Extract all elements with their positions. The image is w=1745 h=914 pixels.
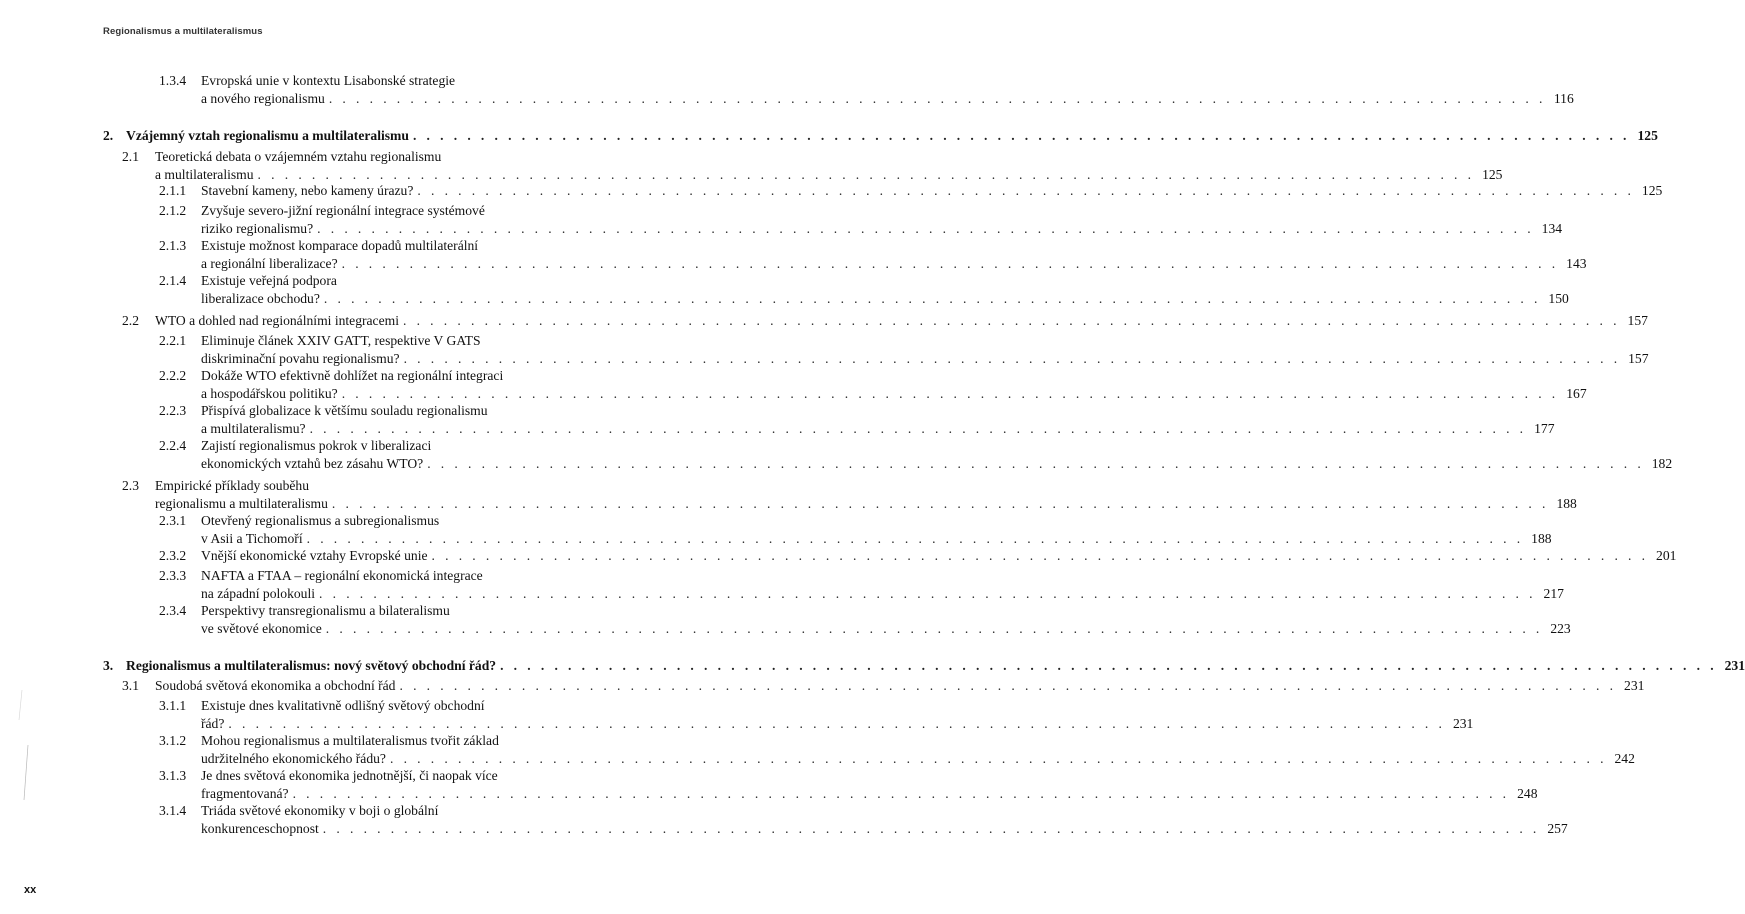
toc-page-number: 231 <box>1452 715 1474 731</box>
toc-entry-title: Dokáže WTO efektivně dohlížet na regionální integraci <box>201 368 504 383</box>
toc-entry-number: 2.2.2 <box>159 368 187 383</box>
dot-leader: . . . . . . . . . . . . . . . . . . . . . . . . . . . . . . . . . . . . . . . . . . . . . . . . . . . . . . . . . . . . . . . . . . . . . . . . . . . . . . . . . . . . . . . . . . <box>328 90 1546 106</box>
toc-page-number: 125 <box>1482 166 1503 182</box>
toc-entry-title: Regionalismus a multilateralismus: nový světový obchodní řád? <box>126 658 497 673</box>
toc-entry-number: 2.1.2 <box>159 203 187 218</box>
toc-entry-title: Triáda světové ekonomiky v boji o globální <box>201 803 439 818</box>
dot-leader: . . . . . . . . . . . . . . . . . . . . . . . . . . . . . . . . . . . . . . . . . . . . . . . . . . . . . . . . . . . . . . . . . . . . . . . . . . . . . . . . . . . . . . . . . . <box>399 678 1617 693</box>
toc-entry-title: Otevřený regionalismus a subregionalismus <box>201 513 440 528</box>
toc-entry-line <box>126 656 1745 676</box>
toc-entry-title: WTO a dohled nad regionálními integracemi <box>155 313 399 328</box>
toc-entry-number: 2.3.2 <box>159 548 187 563</box>
toc-entry-number: 2.3.1 <box>159 513 187 528</box>
dot-leader: . . . . . . . . . . . . . . . . . . . . . . . . . . . . . . . . . . . . . . . . . . . . . . . . . . . . . . . . . . . . . . . . . . . . . . . . . . . . . . . . . . . . . . . . . . <box>402 313 1620 328</box>
toc-entry-number: 2.2 <box>122 313 139 328</box>
toc-entry-title: Přispívá globalizace k většímu souladu regionalismu <box>201 403 488 418</box>
toc-page-number: 177 <box>1534 420 1555 436</box>
toc-entry-title: diskriminační povahu regionalismu? <box>201 350 400 366</box>
dot-leader: . . . . . . . . . . . . . . . . . . . . . . . . . . . . . . . . . . . . . . . . . . . . . . . . . . . . . . . . . . . . . . . . . . . . . . . . . . . . . . . . . . . . . . . . . . <box>389 750 1607 766</box>
toc-entry-number: 2.1.3 <box>159 238 187 253</box>
toc-entry-title: řád? <box>201 715 225 731</box>
toc-page-number: 134 <box>1541 220 1563 236</box>
dot-leader: . . . . . . . . . . . . . . . . . . . . . . . . . . . . . . . . . . . . . . . . . . . . . . . . . . . . . . . . . . . . . . . . . . . . . . . . . . . . . . . . . . . . . . . . . . <box>257 166 1475 182</box>
toc-entry-title: Je dnes světová ekonomika jednotnější, či naopak více <box>201 768 498 783</box>
toc-entry-line <box>201 819 1568 839</box>
toc-entry-title: NAFTA a FTAA – regionální ekonomická integrace <box>201 568 483 583</box>
toc-entry-title: Empirické příklady souběhu <box>155 478 310 493</box>
toc-entry-title: a regionální liberalizace? <box>201 255 338 271</box>
toc-entry-title: Existuje veřejná podpora <box>201 273 337 288</box>
toc-page-number: 248 <box>1517 785 1538 801</box>
running-head: Regionalismus a multilateralismus <box>103 26 263 37</box>
toc-page-number: 157 <box>1627 313 1648 328</box>
toc-entry-title: Mohou regionalismus a multilateralismus tvořit základ <box>201 733 499 748</box>
toc-entry-title: na západní polokouli <box>201 585 316 601</box>
toc-entry-line <box>126 126 1658 146</box>
toc-entry-title: Existuje možnost komparace dopadů multilaterální <box>201 238 479 253</box>
toc-page-number: 150 <box>1548 290 1569 306</box>
toc-entry-line <box>201 454 1673 474</box>
toc-page-number: 167 <box>1566 385 1587 401</box>
toc-entry-number: 2.1.1 <box>159 183 187 198</box>
toc-entry-number: 2.3.4 <box>159 603 187 618</box>
toc-page-number: 157 <box>1628 350 1649 366</box>
toc-page-number: 143 <box>1566 255 1587 271</box>
dot-leader: . . . . . . . . . . . . . . . . . . . . . . . . . . . . . . . . . . . . . . . . . . . . . . . . . . . . . . . . . . . . . . . . . . . . . . . . . . . . . . . . . . . . . . . . . . <box>306 530 1524 546</box>
toc-entry-number: 3.1.1 <box>159 698 187 713</box>
toc-entry-title: regionalismu a multilateralismu <box>155 495 328 511</box>
toc-page-number: 201 <box>1656 548 1677 563</box>
toc-entry-number: 2.3 <box>122 478 139 493</box>
dot-leader: . . . . . . . . . . . . . . . . . . . . . . . . . . . . . . . . . . . . . . . . . . . . . . . . . . . . . . . . . . . . . . . . . . . . . . . . . . . . . . . . . . . . . . . . . . <box>341 255 1559 271</box>
toc-entry-title: a nového regionalismu <box>201 90 325 106</box>
dot-leader: . . . . . . . . . . . . . . . . . . . . . . . . . . . . . . . . . . . . . . . . . . . . . . . . . . . . . . . . . . . . . . . . . . . . . . . . . . . . . . . . . . . . . . . . . . <box>292 785 1510 801</box>
toc-page-number: 223 <box>1550 620 1571 636</box>
toc-page-number: 125 <box>1641 183 1663 198</box>
toc-entry-title: Stavební kameny, nebo kameny úrazu? <box>201 183 414 198</box>
dot-leader: . . . . . . . . . . . . . . . . . . . . . . . . . . . . . . . . . . . . . . . . . . . . . . . . . . . . . . . . . . . . . . . . . . . . . . . . . . . . . . . . . . . . . . . . . . <box>323 290 1541 306</box>
dot-leader: . . . . . . . . . . . . . . . . . . . . . . . . . . . . . . . . . . . . . . . . . . . . . . . . . . . . . . . . . . . . . . . . . . . . . . . . . . . . . . . . . . . . . . . . . . <box>431 548 1649 563</box>
toc-entry-title: riziko regionalismu? <box>201 220 314 236</box>
toc-entry-title: Vnější ekonomické vztahy Evropské unie <box>201 548 428 563</box>
toc-page-number: 116 <box>1553 90 1574 106</box>
toc-entry-number: 2.2.3 <box>159 403 187 418</box>
dot-leader: . . . . . . . . . . . . . . . . . . . . . . . . . . . . . . . . . . . . . . . . . . . . . . . . . . . . . . . . . . . . . . . . . . . . . . . . . . . . . . . . . . . . . . . . . . <box>331 495 1549 511</box>
toc-entry-title: a multilateralismu? <box>201 420 306 436</box>
toc-entry-number: 2.1 <box>122 149 139 164</box>
toc-entry-title: liberalizace obchodu? <box>201 290 320 306</box>
toc-entry-title: a multilateralismu <box>155 166 254 182</box>
toc-entry-line <box>155 311 1648 331</box>
dot-leader: . . . . . . . . . . . . . . . . . . . . . . . . . . . . . . . . . . . . . . . . . . . . . . . . . . . . . . . . . . . . . . . . . . . . . . . . . . . . . . . . . . . . . . . . . . <box>412 128 1630 143</box>
toc-entry-number: 3.1.2 <box>159 733 187 748</box>
toc-page-number: 188 <box>1556 495 1577 511</box>
dot-leader: . . . . . . . . . . . . . . . . . . . . . . . . . . . . . . . . . . . . . . . . . . . . . . . . . . . . . . . . . . . . . . . . . . . . . . . . . . . . . . . . . . . . . . . . . . <box>319 585 1536 601</box>
dot-leader: . . . . . . . . . . . . . . . . . . . . . . . . . . . . . . . . . . . . . . . . . . . . . . . . . . . . . . . . . . . . . . . . . . . . . . . . . . . . . . . . . . . . . . . . . . <box>228 715 1446 731</box>
toc-entry-title: Evropská unie v kontextu Lisabonské strategie <box>201 73 456 88</box>
toc-entry-number: 2.2.4 <box>159 438 187 453</box>
toc-entry-line <box>201 546 1677 566</box>
toc-entry-title: a hospodářskou politiku? <box>201 385 338 401</box>
toc-entry-number: 3.1 <box>122 678 139 693</box>
toc-page-number: 125 <box>1637 128 1658 143</box>
toc-entry-title: Zajistí regionalismus pokrok v liberalizaci <box>201 438 432 453</box>
toc-page-number: 231 <box>1724 658 1745 673</box>
dot-leader: . . . . . . . . . . . . . . . . . . . . . . . . . . . . . . . . . . . . . . . . . . . . . . . . . . . . . . . . . . . . . . . . . . . . . . . . . . . . . . . . . . . . . . . . . . <box>341 385 1559 401</box>
toc-entry-number: 1.3.4 <box>159 73 187 88</box>
toc-page-number: 217 <box>1543 585 1564 601</box>
toc-entry-title: Existuje dnes kvalitativně odlišný světový obchodní <box>201 698 485 713</box>
toc-entry-title: Eliminuje článek XXIV GATT, respektive V GATS <box>201 333 481 348</box>
toc-entry-title: ve světové ekonomice <box>201 620 322 636</box>
toc-entry-title: konkurenceschopnost <box>201 820 319 836</box>
toc-entry-number: 2.3.3 <box>159 568 187 583</box>
dot-leader: . . . . . . . . . . . . . . . . . . . . . . . . . . . . . . . . . . . . . . . . . . . . . . . . . . . . . . . . . . . . . . . . . . . . . . . . . . . . . . . . . . . . . . . . . . <box>322 820 1540 836</box>
toc-entry-title: Vzájemný vztah regionalismu a multilateralismu <box>126 128 409 143</box>
toc-entry-title: v Asii a Tichomoří <box>201 530 303 546</box>
toc-entry-line <box>201 89 1574 109</box>
toc-entry-line <box>155 676 1645 696</box>
dot-leader: . . . . . . . . . . . . . . . . . . . . . . . . . . . . . . . . . . . . . . . . . . . . . . . . . . . . . . . . . . . . . . . . . . . . . . . . . . . . . . . . . . . . . . . . . . <box>403 350 1621 366</box>
toc-entry-number: 2.1.4 <box>159 273 187 288</box>
toc-page-number: 242 <box>1614 750 1635 766</box>
toc-entry-title: Perspektivy transregionalismu a bilateralismu <box>201 603 450 618</box>
toc-entry-title: Zvyšuje severo-jižní regionální integrace systémové <box>201 203 485 218</box>
dot-leader: . . . . . . . . . . . . . . . . . . . . . . . . . . . . . . . . . . . . . . . . . . . . . . . . . . . . . . . . . . . . . . . . . . . . . . . . . . . . . . . . . . . . . . . . . . <box>427 455 1645 471</box>
toc-entry-number: 2. <box>103 128 114 143</box>
dot-leader: . . . . . . . . . . . . . . . . . . . . . . . . . . . . . . . . . . . . . . . . . . . . . . . . . . . . . . . . . . . . . . . . . . . . . . . . . . . . . . . . . . . . . . . . . . <box>500 658 1717 673</box>
toc-entry-line <box>201 619 1571 639</box>
toc-entry-number: 2.2.1 <box>159 333 187 348</box>
toc-entry-title: Soudobá světová ekonomika a obchodní řád <box>155 678 396 693</box>
dot-leader: . . . . . . . . . . . . . . . . . . . . . . . . . . . . . . . . . . . . . . . . . . . . . . . . . . . . . . . . . . . . . . . . . . . . . . . . . . . . . . . . . . . . . . . . . . <box>325 620 1543 636</box>
dot-leader: . . . . . . . . . . . . . . . . . . . . . . . . . . . . . . . . . . . . . . . . . . . . . . . . . . . . . . . . . . . . . . . . . . . . . . . . . . . . . . . . . . . . . . . . . . <box>417 183 1635 198</box>
toc-entry-title: fragmentovaná? <box>201 785 289 801</box>
dot-leader: . . . . . . . . . . . . . . . . . . . . . . . . . . . . . . . . . . . . . . . . . . . . . . . . . . . . . . . . . . . . . . . . . . . . . . . . . . . . . . . . . . . . . . . . . . <box>317 220 1535 236</box>
toc-entry-number: 3. <box>103 658 114 673</box>
toc-entry-title: ekonomických vztahů bez zásahu WTO? <box>201 455 424 471</box>
toc-page-number: 231 <box>1624 678 1645 693</box>
toc-page-number: 257 <box>1547 820 1568 836</box>
toc-page-number: 188 <box>1531 530 1552 546</box>
toc-entry-line <box>201 181 1663 201</box>
toc-entry-number: 3.1.3 <box>159 768 187 783</box>
toc-entry-title: udržitelného ekonomického řádu? <box>201 750 386 766</box>
dot-leader: . . . . . . . . . . . . . . . . . . . . . . . . . . . . . . . . . . . . . . . . . . . . . . . . . . . . . . . . . . . . . . . . . . . . . . . . . . . . . . . . . . . . . . . . . . <box>309 420 1527 436</box>
page-number: xx <box>24 884 37 896</box>
toc-entry-number: 3.1.4 <box>159 803 187 818</box>
toc-page-number: 182 <box>1651 455 1673 471</box>
toc-entry-line <box>201 289 1569 309</box>
toc-entry-title: Teoretická debata o vzájemném vztahu regionalismu <box>155 149 442 164</box>
